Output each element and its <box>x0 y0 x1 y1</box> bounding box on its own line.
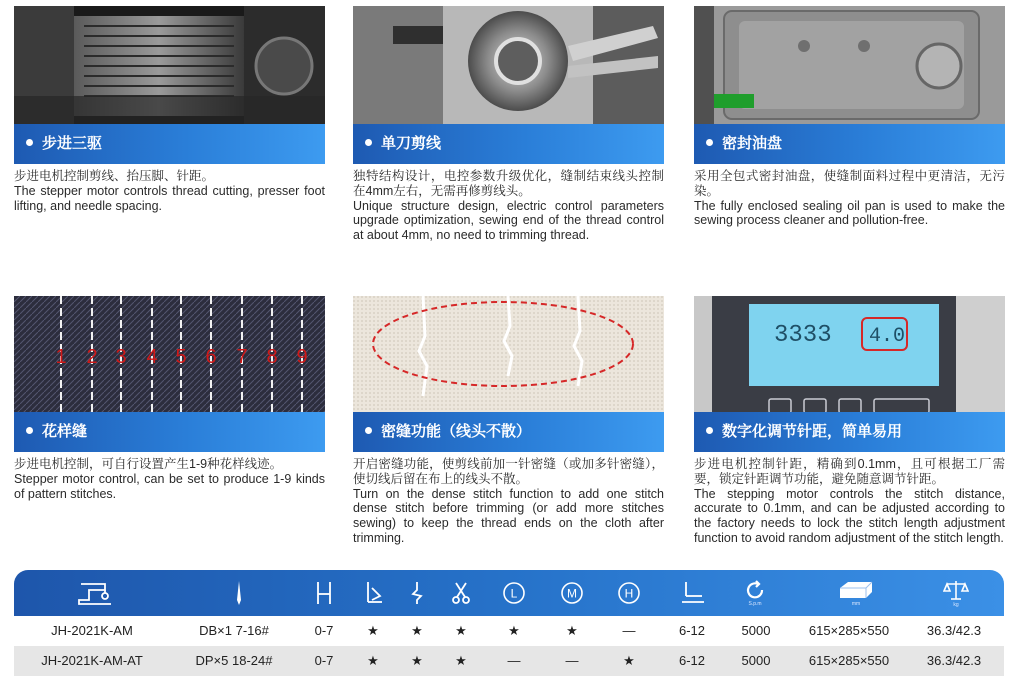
bullet-icon <box>365 427 372 434</box>
light-cell: ★ <box>508 623 520 638</box>
description-en: Unique structure design, electric control parameters upgrade optimization, sewing end of the thread control at about 4mm, no need to trimming thread. <box>353 198 664 243</box>
feature-description <box>694 457 1005 546</box>
bullet-icon <box>365 139 372 146</box>
description-cn: 独特结构设计，电控参数升级优化，缝制结束线头控制在4mm左右，无需再修剪线头。 <box>353 169 664 198</box>
needle-cell: DP×5 18-24# <box>195 653 273 668</box>
lift-cell: 6-12 <box>678 653 706 668</box>
description-en: Turn on the dense stitch function to add one stitch dense stitch before trimming (or add more stitches sewing) to keep the thread ends on the cloth after trimming. <box>353 486 664 545</box>
feature-title-band <box>14 124 325 164</box>
thread-icon <box>392 574 442 612</box>
bullet-icon <box>26 139 33 146</box>
pattern-number: 3 <box>115 346 127 368</box>
bullet-icon <box>706 139 713 146</box>
pattern-number: 5 <box>175 346 187 368</box>
pattern-number: 8 <box>266 346 278 368</box>
photo-pattern-stitches <box>14 296 325 413</box>
trimmer-cell: ★ <box>455 623 467 638</box>
box-icon <box>831 574 881 612</box>
feature-description <box>694 169 1005 228</box>
scissors-icon <box>436 574 486 612</box>
pattern-number: 6 <box>205 346 217 368</box>
model-cell: JH-2021K-AM <box>51 623 133 638</box>
feature-title: 单刀剪线 <box>381 135 442 152</box>
description-en: The stepping motor controls the stitch distance, accurate to 0.1mm, and can be adjusted according to the factory needs to lock the stitch length adjustment function to avoid random adjustment of the stitch length. <box>694 486 1005 545</box>
light-cell: — <box>507 653 521 668</box>
photo-stepper-motor <box>14 6 325 124</box>
feature-title: 密缝功能（线头不散） <box>381 423 532 440</box>
speed-cell: 5000 <box>741 653 771 668</box>
feature-title-band <box>694 412 1005 452</box>
pattern-number: 4 <box>146 346 158 368</box>
speed-cell: 5000 <box>741 623 771 638</box>
feature-title-band <box>14 412 325 452</box>
dims-caption: mm <box>851 600 861 607</box>
needle-cell: DB×1 7-16# <box>199 623 269 638</box>
pattern-number: 2 <box>86 346 98 368</box>
description-en: Stepper motor control, can be set to produce 1-9 kinds of pattern stitches. <box>14 471 325 501</box>
description-cn: 步进电机控制剪线、抬压脚、针距。 <box>14 169 215 183</box>
feature-description <box>14 169 325 213</box>
stitch-cell: 0-7 <box>314 623 334 638</box>
description-en: The fully enclosed sealing oil pan is used to make the sewing process cleaner and pollution-free. <box>694 198 1005 228</box>
l-icon-letter: L <box>510 586 518 601</box>
feature-title: 密封油盘 <box>722 135 783 152</box>
feature-pattern-stitch <box>14 296 325 516</box>
trimmer-cell: ★ <box>455 653 467 668</box>
photo-control-panel <box>694 296 1005 413</box>
feature-description <box>353 169 664 243</box>
feature-digital-stitch <box>694 296 1005 568</box>
presser-cell: ★ <box>367 653 379 668</box>
stitch-cell: 0-7 <box>314 653 334 668</box>
feature-title-band <box>353 412 664 452</box>
pattern-number: 7 <box>236 346 248 368</box>
presser-foot-icon <box>348 574 398 612</box>
photo-dense-stitch <box>353 296 664 413</box>
m-icon-letter: M <box>567 586 577 601</box>
feature-title-band <box>353 124 664 164</box>
model-cell: JH-2021K-AM-AT <box>41 653 143 668</box>
h-icon-letter: H <box>624 586 634 601</box>
feature-oil-pan <box>694 6 1005 236</box>
feature-dense-stitch <box>353 296 664 556</box>
needle-icon <box>214 574 264 612</box>
weight-cell: 36.3/42.3 <box>926 653 982 668</box>
medium-cell: ★ <box>566 623 578 638</box>
spec-table-header <box>14 570 1004 616</box>
speed-caption: S.p.m <box>748 600 762 607</box>
lift-cell: 6-12 <box>678 623 706 638</box>
pattern-number: 1 <box>55 346 67 368</box>
photo-oil-pan <box>694 6 1005 124</box>
heavy-cell: — <box>622 623 636 638</box>
dims-cell: 615×285×550 <box>808 653 890 668</box>
thread-cell: ★ <box>411 623 423 638</box>
table-row <box>14 616 1004 646</box>
description-cn: 步进电机控制针距，精确到0.1mm，且可根据工厂需要，锁定针距调节功能，避免随意调节针距。 <box>694 457 1005 486</box>
feature-title: 步进三驱 <box>42 135 103 152</box>
table-row <box>14 646 1004 676</box>
presser-cell: ★ <box>367 623 379 638</box>
description-cn: 采用全包式密封油盘，使缝制面料过程中更清洁，无污染。 <box>694 169 1005 198</box>
weight-caption: kg <box>953 601 959 608</box>
lift-icon <box>668 574 718 612</box>
stitch-length-icon <box>299 574 349 612</box>
feature-title: 花样缝 <box>42 423 88 440</box>
description-cn: 步进电机控制，可自行设置产生1-9种花样线迹。 <box>14 457 283 471</box>
display-count: 3333 <box>774 322 832 349</box>
description-cn: 开启密缝功能，使剪线前加一针密缝（或加多针密缝），使切线后留在布上的线头不散。 <box>353 457 664 486</box>
m-icon <box>547 574 597 612</box>
photo-bobbin-hook <box>353 6 664 124</box>
medium-cell: — <box>565 653 579 668</box>
feature-stepper <box>14 6 325 216</box>
bullet-icon <box>706 427 713 434</box>
dims-cell: 615×285×550 <box>808 623 890 638</box>
feature-single-blade <box>353 6 664 256</box>
feature-description <box>14 457 325 501</box>
machine-icon <box>70 574 120 612</box>
l-icon <box>489 574 539 612</box>
heavy-cell: ★ <box>623 653 635 668</box>
feature-title-band <box>694 124 1005 164</box>
bullet-icon <box>26 427 33 434</box>
feature-description <box>353 457 664 546</box>
feature-title: 数字化调节针距，简单易用 <box>722 423 903 440</box>
display-stitch-length: 4.0 <box>869 325 906 348</box>
h-icon <box>604 574 654 612</box>
speed-icon <box>730 574 780 612</box>
description-en: The stepper motor controls thread cutting, presser foot lifting, and needle spacing. <box>14 183 325 213</box>
pattern-number: 9 <box>296 346 308 368</box>
scale-icon <box>931 574 981 612</box>
thread-cell: ★ <box>411 653 423 668</box>
weight-cell: 36.3/42.3 <box>926 623 982 638</box>
